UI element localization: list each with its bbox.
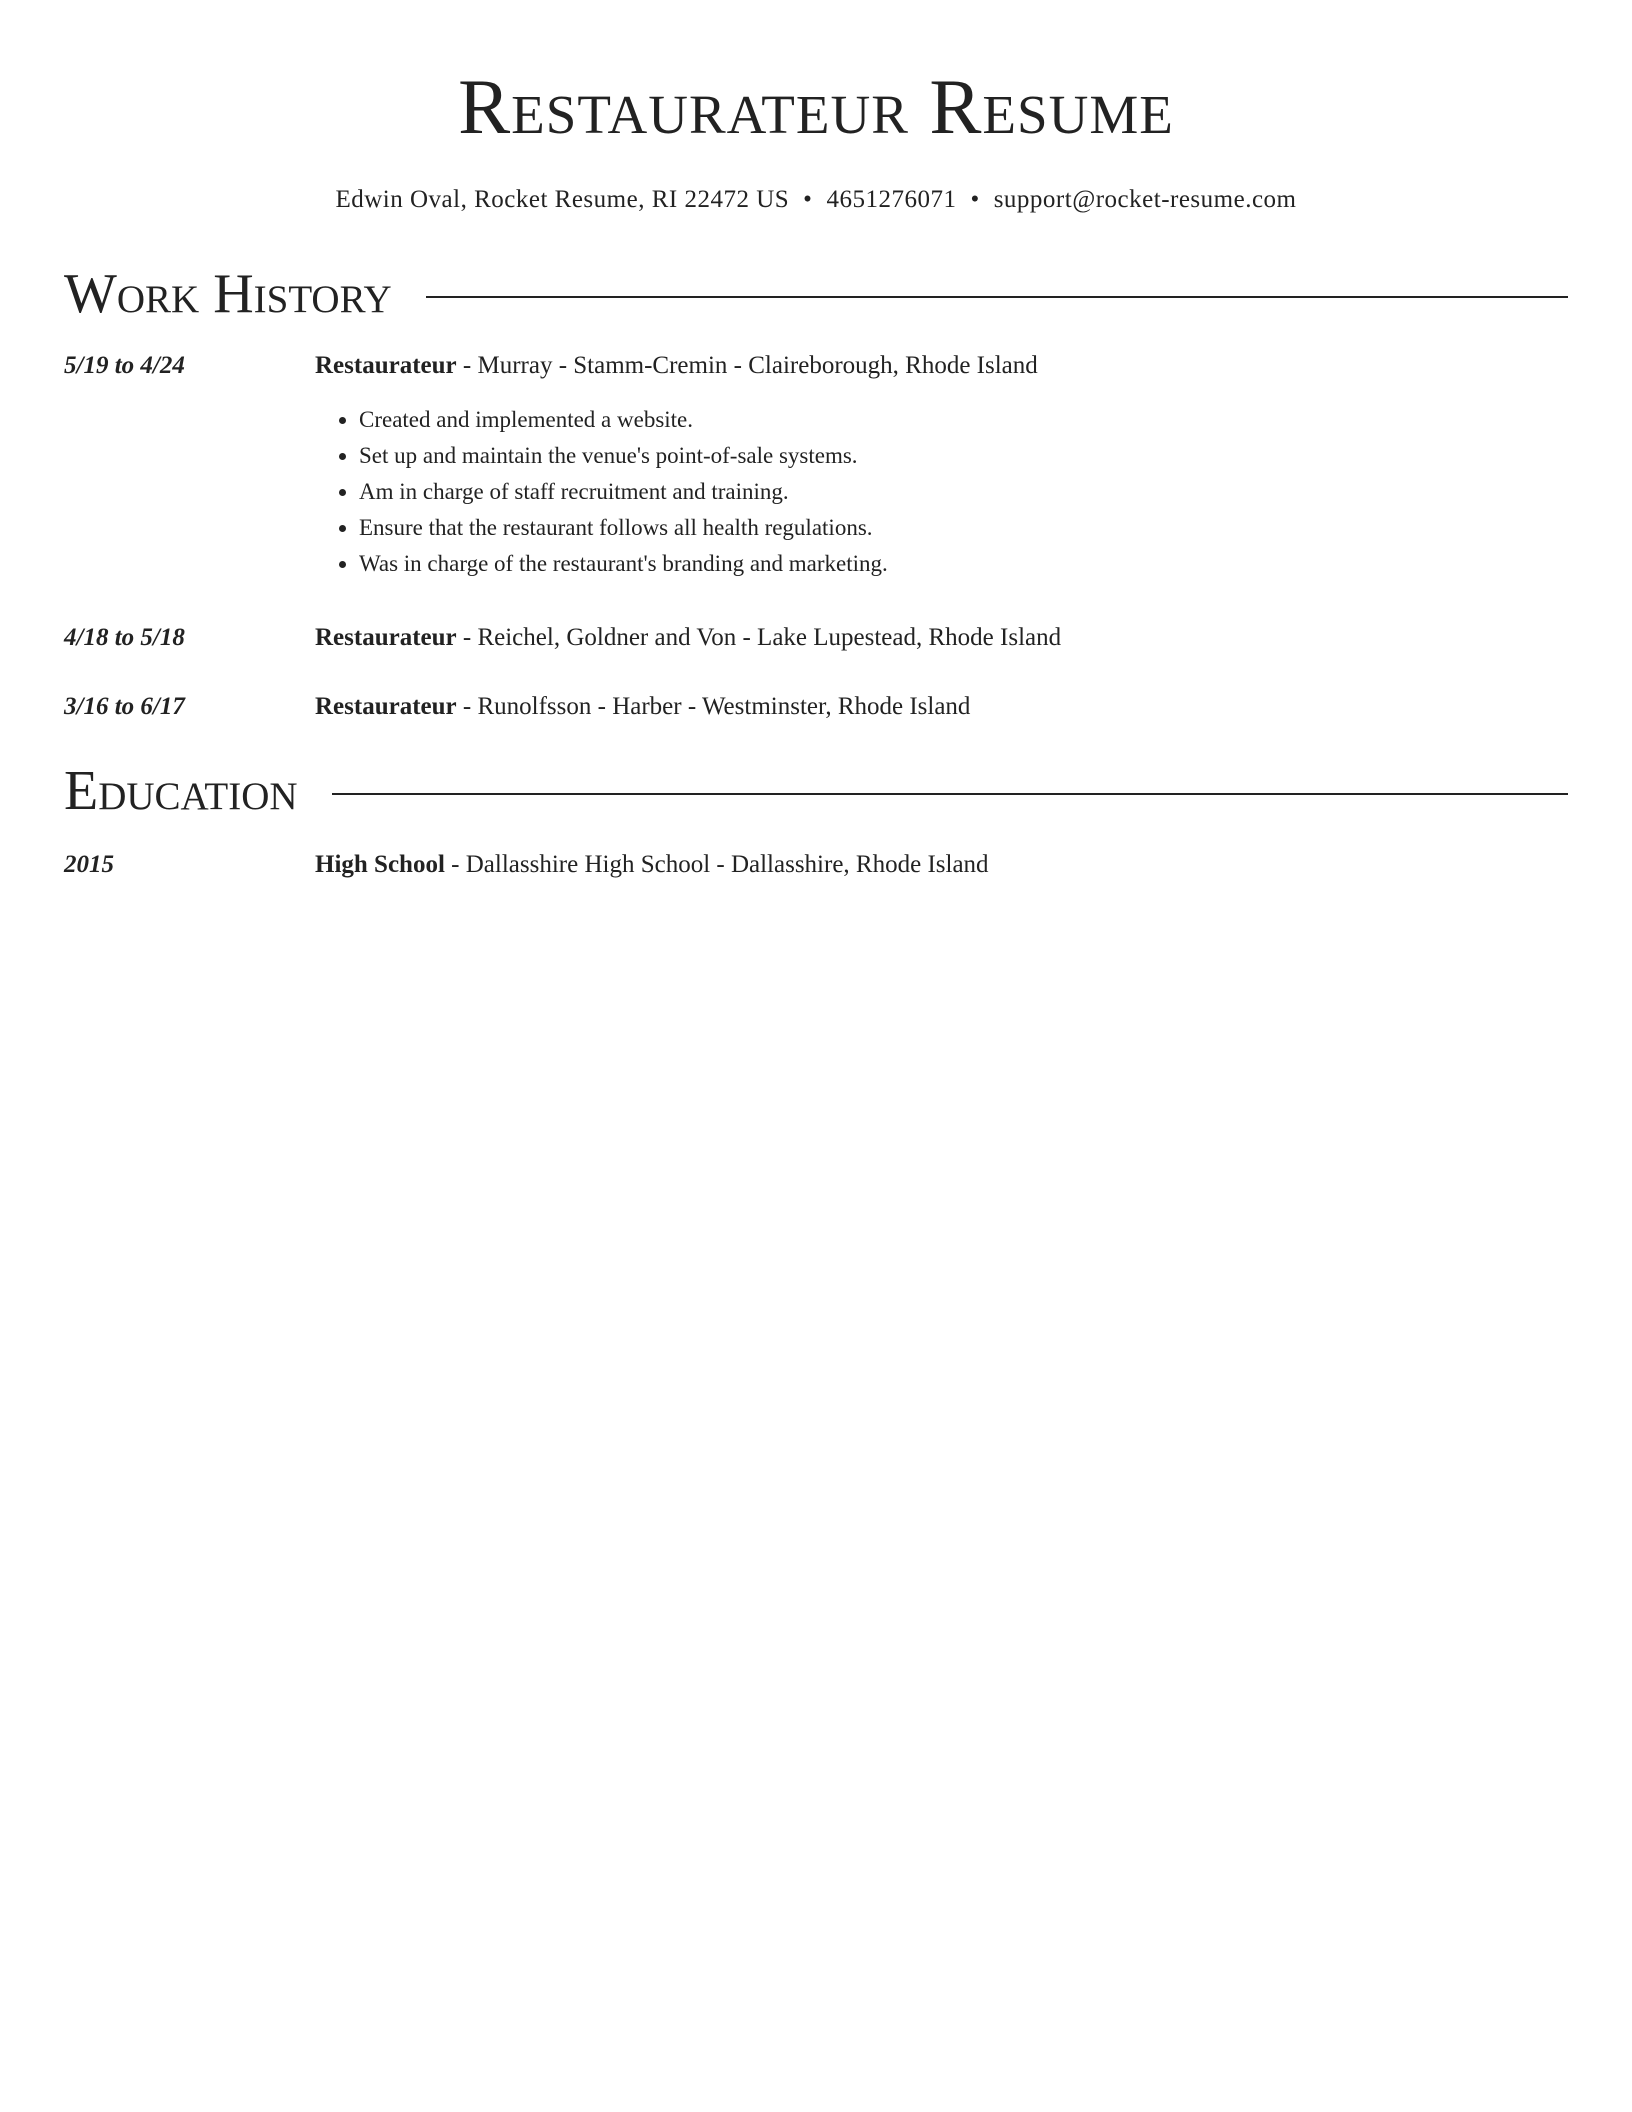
education-heading: Education [64, 760, 298, 823]
contact-phone: 4651276071 [826, 185, 957, 213]
job-details: - Reichel, Goldner and Von - Lake Lupestead, Rhode Island [456, 624, 1062, 652]
job-bullet: • Set up and maintain the venue's point-of-sale systems. [359, 438, 1568, 474]
job-dates: 5/19 to 4/24 [64, 351, 185, 379]
job-body [315, 350, 1568, 583]
education-year: 2015 [64, 851, 114, 879]
contact-separator: • [803, 185, 813, 213]
job-details: - Runolfsson - Harber - Westminster, Rhode Island [456, 692, 971, 720]
job-dates: 4/18 to 5/18 [64, 624, 185, 652]
job-role: Restaurateur [315, 624, 457, 652]
job-body [315, 691, 1568, 724]
education-header [64, 760, 1568, 823]
work-history-heading: Work History [64, 262, 392, 325]
work-history-header [64, 262, 1568, 325]
education-entry [64, 849, 1568, 882]
job-body [315, 622, 1568, 655]
job-bullet: • Ensure that the restaurant follows all health regulations. [359, 510, 1568, 546]
contact-separator: • [970, 185, 980, 213]
job-dates: 3/16 to 6/17 [64, 692, 185, 720]
contact-line [64, 186, 1568, 214]
section-divider [426, 296, 1568, 298]
job-details: - Murray - Stamm-Cremin - Claireborough, Rhode Island [456, 351, 1038, 379]
job-role: Restaurateur [315, 351, 457, 379]
job-bullet: • Was in charge of the restaurant's branding and marketing. [359, 546, 1568, 582]
contact-email: support@rocket-resume.com [993, 185, 1297, 213]
section-divider [332, 793, 1568, 795]
job-entry [64, 691, 1568, 724]
job-bullet: • Created and implemented a website. [359, 402, 1568, 438]
education-degree: High School [315, 851, 445, 879]
job-bullet: • Am in charge of staff recruitment and training. [359, 474, 1568, 510]
job-entry [64, 622, 1568, 655]
contact-address: Edwin Oval, Rocket Resume, RI 22472 US [335, 185, 790, 213]
education-body [315, 849, 1568, 882]
job-entry [64, 350, 1568, 583]
resume-title: Restaurateur Resume [458, 63, 1174, 150]
education-details: - Dallasshire High School - Dallasshire, Rhode Island [444, 851, 989, 879]
job-role: Restaurateur [315, 692, 457, 720]
job-bullet-list [315, 402, 1568, 582]
